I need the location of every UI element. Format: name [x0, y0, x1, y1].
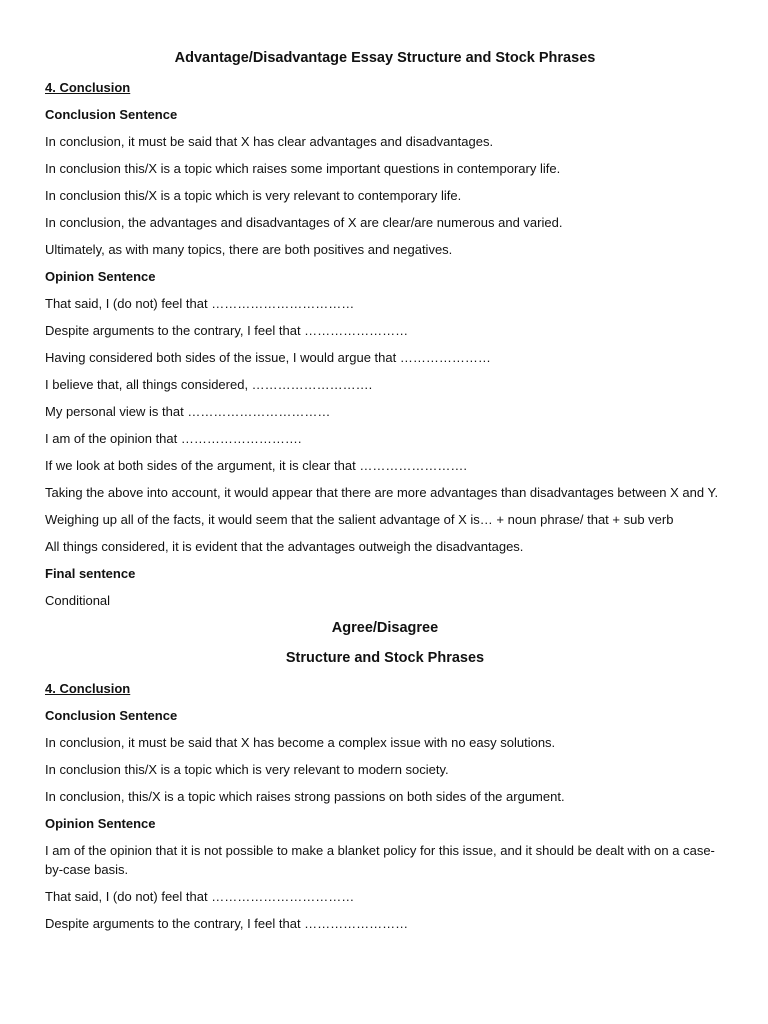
section-heading: 4. Conclusion	[45, 681, 131, 696]
phrase-line: In conclusion this/X is a topic which is very relevant to modern society.	[45, 762, 449, 777]
phrase-line: Conditional	[45, 593, 111, 608]
phrase-line: I am of the opinion that ……………………….	[45, 431, 302, 446]
phrase-line: In conclusion, the advantages and disadvantages of X are clear/are numerous and varied.	[45, 215, 563, 230]
phrase-line: I believe that, all things considered, ……………………….	[45, 377, 373, 392]
section-heading: 4. Conclusion	[45, 80, 131, 95]
phrase-line: Ultimately, as with many topics, there are both positives and negatives.	[45, 242, 453, 257]
subheading-opinion-sentence: Opinion Sentence	[45, 816, 156, 831]
phrase-line: Having considered both sides of the issue, I would argue that …………………	[45, 350, 491, 365]
phrase-line: In conclusion this/X is a topic which raises some important questions in contemporary life.	[45, 161, 561, 176]
phrase-line: In conclusion, it must be said that X has become a complex issue with no easy solutions.	[45, 735, 556, 750]
phrase-line: Despite arguments to the contrary, I feel that ……………………	[45, 916, 409, 931]
subheading-conclusion-sentence: Conclusion Sentence	[45, 708, 178, 723]
phrase-line: Weighing up all of the facts, it would seem that the salient advantage of X is… + noun phrase/ that + sub verb	[45, 512, 674, 527]
phrase-line: If we look at both sides of the argument, it is clear that …………………….	[45, 458, 467, 473]
phrase-line: Despite arguments to the contrary, I feel that ……………………	[45, 323, 409, 338]
phrase-line: In conclusion, this/X is a topic which raises strong passions on both sides of the argument.	[45, 789, 565, 804]
subheading-conclusion-sentence: Conclusion Sentence	[45, 107, 178, 122]
phrase-line: Taking the above into account, it would appear that there are more advantages than disadvantages between X and Y.	[45, 485, 719, 500]
document-title: Advantage/Disadvantage Essay Structure and Stock Phrases	[174, 50, 596, 66]
section-title-agree-disagree: Agree/Disagree	[331, 620, 439, 636]
phrase-line: All things considered, it is evident that the advantages outweigh the disadvantages.	[45, 539, 524, 554]
phrase-line: That said, I (do not) feel that ……………………………	[45, 889, 355, 904]
section-subtitle: Structure and Stock Phrases	[285, 650, 485, 666]
subheading-final-sentence: Final sentence	[45, 566, 136, 581]
phrase-line: That said, I (do not) feel that ……………………………	[45, 296, 355, 311]
phrase-line: I am of the opinion that it is not possible to make a blanket policy for this issue, and it should be dealt with on a case-by-case basis.	[45, 843, 715, 877]
phrase-line: My personal view is that ……………………………	[45, 404, 331, 419]
document-body	[45, 48, 725, 941]
phrase-line: In conclusion, it must be said that X has clear advantages and disadvantages.	[45, 134, 494, 149]
phrase-line: In conclusion this/X is a topic which is very relevant to contemporary life.	[45, 188, 462, 203]
subheading-opinion-sentence: Opinion Sentence	[45, 269, 156, 284]
